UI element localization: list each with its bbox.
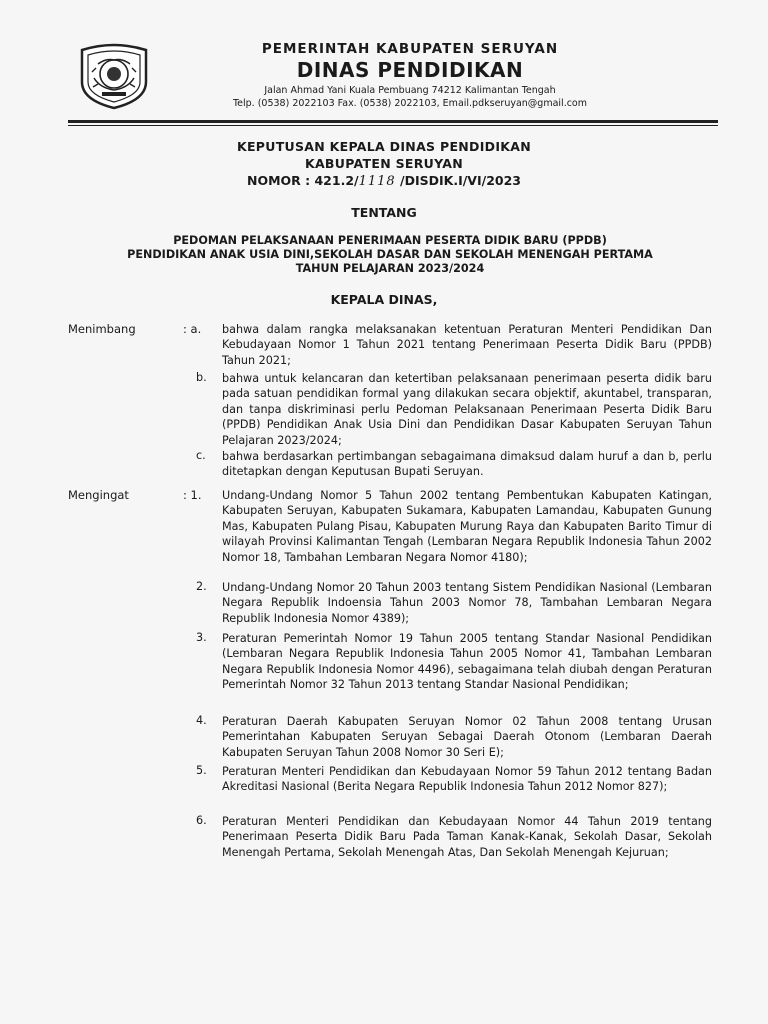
office-name: DINAS PENDIDIKAN [296, 58, 524, 82]
decree-line-1: KEPUTUSAN KEPALA DINAS PENDIDIKAN [236, 139, 532, 154]
subject-line-2: PENDIDIKAN ANAK USIA DINI,SEKOLAH DASAR DAN SEKOLAH MENENGAH PERTAMA [127, 248, 653, 261]
mengingat-marker-5: 5. [196, 764, 207, 777]
mengingat-item-5: Peraturan Menteri Pendidikan dan Kebudayaan Nomor 59 Tahun 2012 tentang Badan Akreditasi Nasional (Berita Negara Republik Indonesia Tahun 2012 Nomor 827); [222, 765, 712, 794]
government-name: PEMERINTAH KABUPATEN SERUYAN [261, 41, 559, 57]
tentang-heading: TENTANG [351, 205, 417, 220]
mengingat-item-3: Peraturan Pemerintah Nomor 19 Tahun 2005 tentang Standar Nasional Pendidikan (Lembaran Negara Republik Indonesia Tahun 2005 Nomor 41, Tambahan Lembaran Negara Republik Indonesia Nomor 4496), sebagaimana telah diubah dengan Peraturan Pemerintah Nomor 32 Tahun 2013 tentang Standar Nasional Pendidikan; [222, 632, 712, 692]
office-address: Jalan Ahmad Yani Kuala Pembuang 74212 Kalimantan Tengah [264, 85, 556, 96]
mengingat-item-6: Peraturan Menteri Pendidikan dan Kebudayaan Nomor 44 Tahun 2019 tentang Penerimaan Peserta Didik Baru Pada Taman Kanak-Kanak, Sekolah Dasar, Sekolah Menengah Pertama, Sekolah Menengah Atas, Dan Sekolah Menengah Kejuruan; [222, 815, 712, 859]
letterhead-divider-thin [68, 125, 718, 126]
decree-title [0, 138, 768, 190]
menimbang-item-a: bahwa dalam rangka melaksanakan ketentuan Peraturan Menteri Pendidikan Dan Kebudayaan Nomor 1 Tahun 2021 tentang Penerimaan Peserta Didik Baru (PPDB) Tahun 2021; [222, 323, 712, 367]
mengingat-label: Mengingat [68, 488, 129, 502]
menimbang-marker-c: c. [196, 449, 206, 462]
mengingat-marker-4: 4. [196, 714, 207, 727]
mengingat-marker-2: 2. [196, 580, 207, 593]
menimbang-marker-b: b. [196, 371, 207, 384]
decree-line-2: KABUPATEN SERUYAN [304, 156, 464, 171]
decree-subject [60, 234, 720, 276]
decree-number-prefix: NOMOR : 421.2/ [247, 173, 359, 188]
mengingat-marker-1: : 1. [183, 488, 202, 502]
mengingat-item-1: Undang-Undang Nomor 5 Tahun 2002 tentang Pembentukan Kabupaten Katingan, Kabupaten Seruyan, Kabupaten Sukamara, Kabupaten Lamandau, Kabupaten Gunung Mas, Kabupaten Pulang Pisau, Kabupaten Murung Raya dan Kabupaten Barito Timur di wilayah Provinsi Kalimantan Tengah (Lembaran Negara Republik Indonesia Tahun 2002 Nomor 18, Tambahan Lembaran Negara Nomor 4180); [222, 489, 712, 564]
office-contact: Telp. (0538) 2022103 Fax. (0538) 2022103, Email.pdkseruyan@gmail.com [232, 98, 588, 109]
menimbang-marker-a: : a. [183, 322, 202, 336]
menimbang-label: Menimbang [68, 322, 136, 336]
mengingat-marker-3: 3. [196, 631, 207, 644]
decree-number-suffix: /DISDIK.I/VI/2023 [395, 173, 521, 188]
menimbang-item-c: bahwa berdasarkan pertimbangan sebagaimana dimaksud dalam huruf a dan b, perlu ditetapkan dengan Keputusan Bupati Seruyan. [222, 450, 712, 479]
mengingat-item-4: Peraturan Daerah Kabupaten Seruyan Nomor 02 Tahun 2008 tentang Urusan Pemerintahan Kabupaten Seruyan Sebagai Daerah Otonom (Lembaran Daerah Kabupaten Seruyan Tahun 2008 Nomor 30 Seri E); [222, 715, 712, 759]
subject-line-1: PEDOMAN PELAKSANAAN PENERIMAAN PESERTA DIDIK BARU (PPDB) [173, 234, 607, 247]
menimbang-item-b: bahwa untuk kelancaran dan ketertiban pelaksanaan penerimaan peserta didik baru pada satuan pendidikan formal yang dilakukan secara objektif, akuntabel, transparan, dan tanpa diskriminasi perlu Pedoman Pelaksanaan Penerimaan Peserta Didik Baru (PPDB) Pendidikan Anak Usia Dini dan Pendidikan Dasar Kabupaten Seruyan Tahun Pelajaran 2023/2024; [222, 372, 712, 447]
subject-line-3: TAHUN PELAJARAN 2023/2024 [295, 262, 485, 275]
issuer-heading: KEPALA DINAS, [330, 292, 438, 307]
letterhead-divider [68, 120, 718, 123]
mengingat-marker-6: 6. [196, 814, 207, 827]
decree-number-handwritten: 1118 [358, 174, 396, 189]
mengingat-item-2: Undang-Undang Nomor 20 Tahun 2003 tentang Sistem Pendidikan Nasional (Lembaran Negara Republik Indoensia Tahun 2003 Nomor 78, Tambahan Lembaran Negara Republik Indonesia Nomor 4389); [222, 581, 712, 625]
regency-crest-icon [76, 42, 152, 110]
letterhead [205, 40, 615, 110]
decree-number [0, 172, 768, 190]
